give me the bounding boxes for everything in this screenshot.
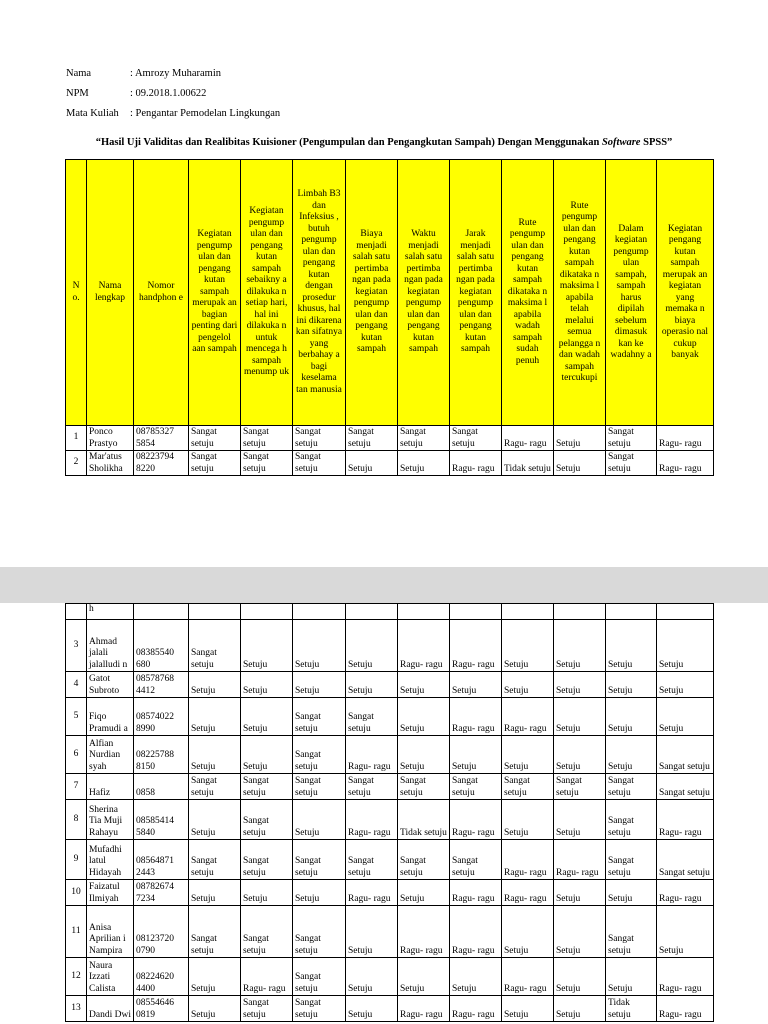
response-cell: Ragu- ragu (502, 840, 554, 880)
phone-cell: 08574022 8990 (134, 698, 189, 736)
response-cell: Ragu- ragu (502, 698, 554, 736)
response-cell: Setuju (502, 800, 554, 840)
response-cell: Sangat setuju (293, 906, 346, 958)
response-cell: Setuju (346, 672, 398, 698)
response-cell: Sangat setuju (346, 840, 398, 880)
phone-cell: 08782674 7234 (134, 880, 189, 906)
response-cell: Ragu- ragu (554, 840, 606, 880)
response-cell: Sangat setuju (554, 774, 606, 800)
name-cell: Anisa Aprilian i Nampira (87, 906, 134, 958)
response-cell: Setuju (450, 672, 502, 698)
response-cell: Setuju (606, 880, 657, 906)
response-cell: Sangat setuju (293, 774, 346, 800)
response-cell: Setuju (346, 906, 398, 958)
phone-cell: 08785327 5854 (134, 426, 189, 451)
info-value: : Amrozy Muharamin (130, 68, 221, 79)
response-cell: Sangat setuju (293, 451, 346, 476)
response-cell: Tidak setuju (606, 996, 657, 1022)
response-cell: Setuju (554, 996, 606, 1022)
response-cell: Setuju (293, 880, 346, 906)
name-cell: Ahmad jalali jalalludi n (87, 620, 134, 672)
response-cell: Ragu- ragu (346, 736, 398, 774)
response-cell: Sangat setuju (189, 774, 241, 800)
questionnaire-table-part-1 (65, 159, 714, 476)
response-cell: Setuju (346, 620, 398, 672)
phone-cell: 08224620 4400 (134, 958, 189, 996)
response-cell: Sangat setuju (293, 426, 346, 451)
phone-cell: 08564871 2443 (134, 840, 189, 880)
response-cell: Sangat setuju (606, 774, 657, 800)
response-cell: Sangat setuju (398, 426, 450, 451)
response-cell (398, 604, 450, 620)
info-row-nama (66, 64, 280, 84)
table-row (66, 620, 714, 672)
response-cell: Setuju (189, 880, 241, 906)
response-cell: Sangat setuju (241, 774, 293, 800)
row-number-cell: 6 (66, 736, 87, 774)
response-cell: Sangat setuju (189, 426, 241, 451)
response-cell: Setuju (241, 880, 293, 906)
phone-cell: 08578768 4412 (134, 672, 189, 698)
response-cell: Sangat setuju (346, 698, 398, 736)
response-cell: Setuju (554, 620, 606, 672)
response-cell: Sangat setuju (241, 426, 293, 451)
table-row (66, 996, 714, 1022)
row-number-cell: 4 (66, 672, 87, 698)
row-number-cell: 10 (66, 880, 87, 906)
row-number-cell: 8 (66, 800, 87, 840)
phone-cell: 08123720 0790 (134, 906, 189, 958)
info-row-mata-kuliah (66, 104, 280, 124)
title-text-start: “Hasil Uji Validitas dan Realibitas Kuisioner (Pengumpulan dan Pengangkutan Sampah) Dengan Menggunakan (95, 137, 602, 148)
response-cell: Sangat setuju (606, 800, 657, 840)
response-cell: Sangat setuju (606, 426, 657, 451)
response-cell: Ragu- ragu (450, 800, 502, 840)
column-header: Jarak menjadi salah satu pertimba ngan pada kegiatan pengump ulan dan pengang kutan sampah (450, 160, 502, 426)
response-cell: Ragu- ragu (241, 958, 293, 996)
row-number-cell: 13 (66, 996, 87, 1022)
response-cell: Setuju (346, 451, 398, 476)
name-cell: Dandi Dwi (87, 996, 134, 1022)
response-cell: Setuju (241, 620, 293, 672)
row-number-cell: 2 (66, 451, 87, 476)
response-cell: Setuju (606, 698, 657, 736)
response-cell (606, 604, 657, 620)
response-cell: Setuju (450, 958, 502, 996)
response-cell: Setuju (293, 800, 346, 840)
table-row (66, 736, 714, 774)
table-row (66, 451, 714, 476)
table-row (66, 698, 714, 736)
response-cell (450, 604, 502, 620)
table-row (66, 672, 714, 698)
response-cell: Setuju (346, 996, 398, 1022)
response-cell (502, 604, 554, 620)
phone-cell: 08585414 5840 (134, 800, 189, 840)
phone-cell: 08554646 0819 (134, 996, 189, 1022)
response-cell: Ragu- ragu (502, 880, 554, 906)
column-header: Rute pengump ulan dan pengang kutan sampah dikataka n maksima l apabila wadah sampah sudah penuh (502, 160, 554, 426)
response-cell: Setuju (241, 672, 293, 698)
response-cell: Ragu- ragu (657, 996, 714, 1022)
response-cell (657, 604, 714, 620)
response-cell: Setuju (189, 672, 241, 698)
response-cell: Ragu- ragu (657, 800, 714, 840)
table-row (66, 880, 714, 906)
row-number-cell: 12 (66, 958, 87, 996)
response-cell: Sangat setuju (293, 736, 346, 774)
response-cell: Sangat setuju (450, 840, 502, 880)
response-cell: Setuju (189, 800, 241, 840)
response-cell: Setuju (293, 672, 346, 698)
response-cell: Setuju (398, 451, 450, 476)
info-row-npm (66, 84, 280, 104)
response-cell: Ragu- ragu (398, 906, 450, 958)
row-number-cell (66, 604, 87, 620)
response-cell: Ragu- ragu (398, 620, 450, 672)
name-cell: Mufadhi latul Hidayah (87, 840, 134, 880)
response-cell: Ragu- ragu (657, 451, 714, 476)
table-row (66, 774, 714, 800)
response-cell: Setuju (293, 620, 346, 672)
response-cell: Ragu- ragu (657, 880, 714, 906)
response-cell: Sangat setuju (398, 774, 450, 800)
response-cell: Setuju (657, 906, 714, 958)
name-cell: Ponco Prastyo (87, 426, 134, 451)
response-cell (189, 604, 241, 620)
table-row (66, 426, 714, 451)
response-cell: Sangat setuju (606, 451, 657, 476)
response-cell: Setuju (657, 620, 714, 672)
response-cell: Setuju (189, 996, 241, 1022)
column-header: Biaya menjadi salah satu pertimba ngan pada kegiatan pengump ulan dan pengang kutan sampah (346, 160, 398, 426)
response-cell: Setuju (502, 996, 554, 1022)
response-cell (346, 604, 398, 620)
response-cell: Sangat setuju (189, 620, 241, 672)
response-cell: Sangat setuju (189, 840, 241, 880)
response-cell: Setuju (450, 736, 502, 774)
response-cell: Ragu- ragu (346, 800, 398, 840)
name-cell: Gatot Subroto (87, 672, 134, 698)
response-cell: Setuju (554, 426, 606, 451)
row-number-cell: 5 (66, 698, 87, 736)
response-cell: Setuju (554, 906, 606, 958)
response-cell: Setuju (554, 672, 606, 698)
response-cell: Setuju (657, 672, 714, 698)
response-cell: Sangat setuju (657, 736, 714, 774)
response-cell: Sangat setuju (241, 996, 293, 1022)
response-cell: Setuju (189, 698, 241, 736)
response-cell: Sangat setuju (398, 840, 450, 880)
response-cell: Ragu- ragu (450, 880, 502, 906)
response-cell: Ragu- ragu (450, 906, 502, 958)
column-header: N o. (66, 160, 87, 426)
response-cell: Sangat setuju (241, 840, 293, 880)
name-cell: Faizatul Ilmiyah (87, 880, 134, 906)
response-cell: Setuju (189, 958, 241, 996)
row-number-cell: 11 (66, 906, 87, 958)
name-cell: Fiqo Pramudi a (87, 698, 134, 736)
page-gap (0, 567, 768, 603)
response-cell: Sangat setuju (606, 840, 657, 880)
table-row (66, 906, 714, 958)
column-header: Waktu menjadi salah satu pertimba ngan pada kegiatan pengump ulan dan pengang kutan sampah (398, 160, 450, 426)
response-cell: Ragu- ragu (657, 426, 714, 451)
response-cell: Sangat setuju (241, 451, 293, 476)
response-cell: Ragu- ragu (346, 880, 398, 906)
response-cell: Setuju (606, 672, 657, 698)
phone-cell (134, 604, 189, 620)
response-cell (241, 604, 293, 620)
title-text-italic: Software (601, 137, 641, 148)
response-cell: Setuju (398, 672, 450, 698)
response-cell (554, 604, 606, 620)
questionnaire-table-part-2 (65, 603, 714, 1022)
response-cell: Setuju (554, 958, 606, 996)
response-cell: Setuju (554, 736, 606, 774)
response-cell: Sangat setuju (502, 774, 554, 800)
response-cell: Sangat setuju (293, 996, 346, 1022)
response-cell: Sangat setuju (657, 774, 714, 800)
column-header: Dalam kegiatan pengump ulan sampah, sampah harus dipilah sebelum dimasuk kan ke wadahny a (606, 160, 657, 426)
phone-cell: 08225788 8150 (134, 736, 189, 774)
table-row (66, 840, 714, 880)
phone-cell: 08223794 8220 (134, 451, 189, 476)
response-cell: Setuju (502, 620, 554, 672)
response-cell: Tidak setuju (398, 800, 450, 840)
response-cell: Setuju (554, 698, 606, 736)
row-number-cell: 9 (66, 840, 87, 880)
response-cell: Sangat setuju (293, 698, 346, 736)
column-header: Kegiatan pengump ulan dan pengang kutan sampah sebaikny a dilakuka n setiap hari, hal ini dilakuka n untuk mencega h sampah menump uk (241, 160, 293, 426)
response-cell: Sangat setuju (346, 426, 398, 451)
name-cell: Alfian Nurdian syah (87, 736, 134, 774)
info-label: NPM (66, 88, 89, 99)
row-number-cell: 1 (66, 426, 87, 451)
table-row (66, 800, 714, 840)
info-label: Mata Kuliah (66, 108, 119, 119)
response-cell: Setuju (189, 736, 241, 774)
response-cell: Setuju (346, 958, 398, 996)
response-cell: Ragu- ragu (657, 958, 714, 996)
response-cell: Setuju (241, 698, 293, 736)
column-header: Kegiatan pengump ulan dan pengang kutan sampah merupak an bagian penting dari pengelol aan sampah (189, 160, 241, 426)
response-cell: Sangat setuju (450, 426, 502, 451)
column-header: Limbah B3 dan Infeksius , butuh pengump ulan dan pengang kutan dengan prosedur khusus, hal ini dikarena kan sifatnya yang berbahay a bagi keselama tan manusia (293, 160, 346, 426)
response-cell: Sangat setuju (346, 774, 398, 800)
column-header: Nomor handphon e (134, 160, 189, 426)
response-cell: Setuju (398, 958, 450, 996)
document-page-2 (0, 603, 768, 1024)
response-cell: Ragu- ragu (502, 426, 554, 451)
name-cell: Hafiz (87, 774, 134, 800)
info-label: Nama (66, 68, 92, 79)
name-cell: Naura Izzati Calista (87, 958, 134, 996)
response-cell: Sangat setuju (241, 906, 293, 958)
column-header: Rute pengump ulan dan pengang kutan sampah dikataka n maksima l apabila telah melalui semua pelangga n dan wadah sampah tercukupi (554, 160, 606, 426)
info-value: : 09.2018.1.00622 (130, 88, 207, 99)
response-cell: Ragu- ragu (450, 451, 502, 476)
response-cell: Setuju (398, 698, 450, 736)
response-cell: Tidak setuju (502, 451, 554, 476)
response-cell: Setuju (502, 736, 554, 774)
row-number-cell: 3 (66, 620, 87, 672)
response-cell: Sangat setuju (189, 451, 241, 476)
response-cell: Sangat setuju (606, 906, 657, 958)
response-cell: Setuju (657, 698, 714, 736)
response-cell: Setuju (606, 736, 657, 774)
response-cell: Setuju (554, 451, 606, 476)
response-cell: Ragu- ragu (398, 996, 450, 1022)
response-cell: Ragu- ragu (502, 958, 554, 996)
response-cell (293, 604, 346, 620)
phone-cell: 08385540 680 (134, 620, 189, 672)
name-cell: h (87, 604, 134, 620)
response-cell: Ragu- ragu (450, 698, 502, 736)
response-cell: Sangat setuju (657, 840, 714, 880)
response-cell: Ragu- ragu (450, 996, 502, 1022)
response-cell: Setuju (398, 736, 450, 774)
response-cell: Setuju (606, 958, 657, 996)
response-cell: Sangat setuju (450, 774, 502, 800)
response-cell: Sangat setuju (293, 958, 346, 996)
table-row (66, 604, 714, 620)
response-cell: Ragu- ragu (450, 620, 502, 672)
response-cell: Setuju (241, 736, 293, 774)
response-cell: Setuju (554, 880, 606, 906)
document-title (0, 137, 768, 148)
name-cell: Mar'atus Sholikha (87, 451, 134, 476)
response-cell: Sangat setuju (189, 906, 241, 958)
student-info (66, 64, 280, 124)
column-header: Nama lengkap (87, 160, 134, 426)
title-text-end: SPSS” (640, 137, 673, 148)
response-cell: Setuju (554, 800, 606, 840)
table-header-row (66, 160, 714, 426)
phone-cell: 0858 (134, 774, 189, 800)
response-cell: Setuju (502, 672, 554, 698)
column-header: Kegiatan pengang kutan sampah merupak an kegiatan yang memaka n biaya operasio nal cukup banyak (657, 160, 714, 426)
response-cell: Setuju (502, 906, 554, 958)
info-value: : Pengantar Pemodelan Lingkungan (130, 108, 281, 119)
table-row (66, 958, 714, 996)
response-cell: Setuju (398, 880, 450, 906)
name-cell: Sherina Tia Muji Rahayu (87, 800, 134, 840)
response-cell: Sangat setuju (293, 840, 346, 880)
row-number-cell: 7 (66, 774, 87, 800)
response-cell: Sangat setuju (241, 800, 293, 840)
response-cell: Setuju (606, 620, 657, 672)
